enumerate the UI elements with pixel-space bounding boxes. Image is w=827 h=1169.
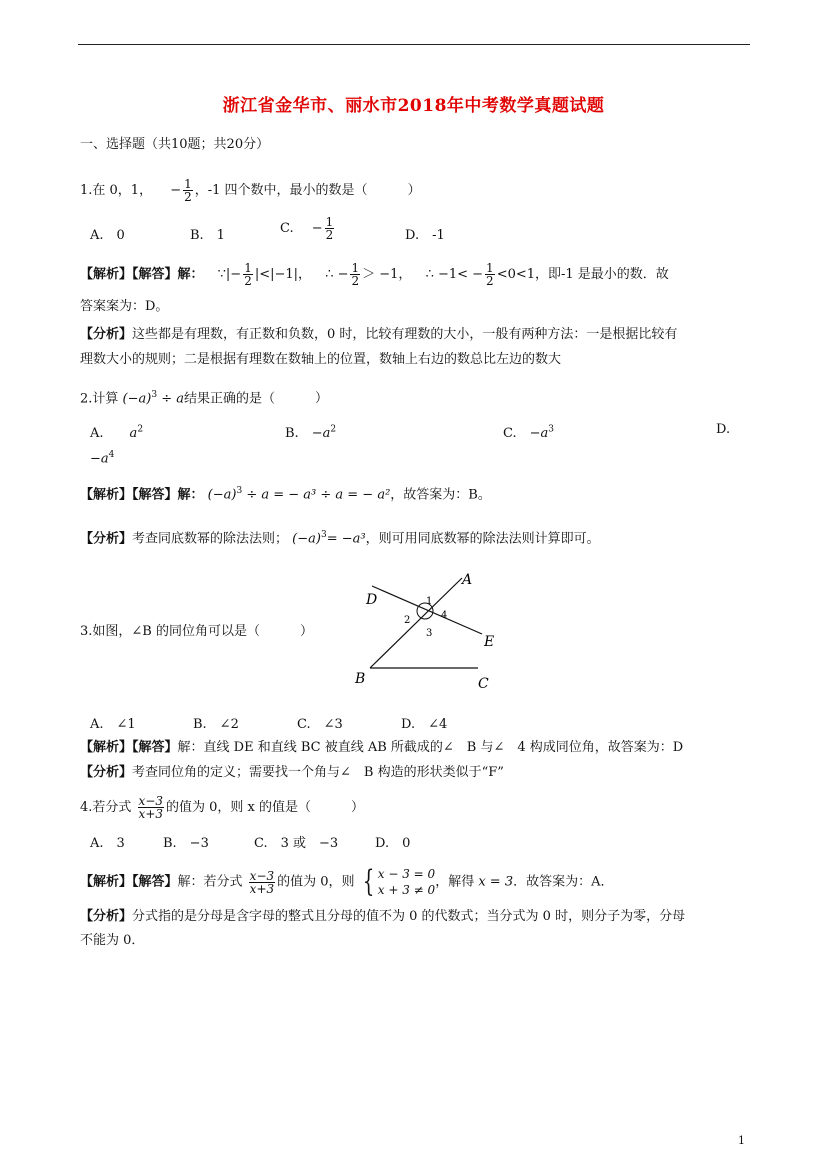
q4-stem: 4.若分式 $\frac{x-3}{x+3}$ 的值为 0，则 x 的值是（ ） [80, 794, 365, 821]
q2-option-c: C. $-a^3$ [503, 424, 555, 441]
q4-option-d: D. 0 [375, 836, 411, 851]
q2-option-d-label: D. [716, 422, 731, 437]
q1-stem: 1.在 0，1， − $\frac{1}{2}$ ，-1 四个数中，最小的数是（ ） [80, 177, 421, 204]
q1-analysis: 【解析】【解答】解： ∵|− $\frac{1}{2}$ |<|−1|， ∴ − $\frac{1}{2}$ ＞ −1， ∴ −1< − $\frac{1}{2}$ <0<1，即-1 是最小的数．故 [80, 261, 669, 288]
q2-option-b: B. $-a^2$ [285, 424, 337, 441]
angle-3: 3 [426, 628, 433, 639]
line-DE [372, 586, 482, 634]
section-heading: 一、选择题（共10题；共20分） [80, 137, 270, 152]
page-number: 1 [738, 1134, 745, 1147]
angle-2: 2 [404, 615, 411, 626]
q1-comment: 【分析】这些都是有理数，有正数和负数，0 时，比较有理数的大小，一般有两种方法：一是根据比较有 [80, 327, 678, 342]
q1-option-c: C. − $\frac{1}{2}$ [280, 215, 334, 242]
q2-comment: 【分析】考查同底数幂的除法法则； $(-a)^3= -a^3$，则可用同底数幂的除法法则计算即可。 [80, 530, 600, 547]
page-title: 浙江省金华市、丽水市2018年中考数学真题试题 [222, 96, 605, 116]
q2-stem: 2.计算 $(-a)^3 \div a$结果正确的是（ ） [80, 390, 329, 407]
q3-option-d: D. ∠4 [401, 717, 448, 732]
q3-option-a: A. ∠1 [90, 717, 136, 732]
q2-option-a: A. $a^2$ [90, 424, 144, 441]
q1-comment-line2: 理数大小的规则；二是根据有理数在数轴上的位置，数轴上右边的数总比左边的数大 [80, 352, 562, 367]
q1-option-b: B. 1 [190, 228, 225, 243]
system-brace: { [362, 864, 374, 899]
q4-comment: 【分析】分式指的是分母是含字母的整式且分母的值不为 0 的代数式；当分式为 0 时，则分子为零，分母 [80, 909, 686, 924]
q4-option-a: A. 3 [90, 836, 125, 851]
q2-option-d: $-a^4$ [90, 450, 115, 467]
q4-analysis: 【解析】【解答】解：若分式 $\frac{x-3}{x+3}$ 的值为 0，则 { x − 3 = 0 x + 3 ≠ 0 ，解得 x = 3．故答案为：A． [80, 864, 614, 899]
q1-analysis-line2: 答案案为：D。 [80, 299, 169, 314]
q1-option-a: A. 0 [90, 228, 125, 243]
label-D: D [366, 592, 378, 608]
q2-analysis: 【解析】【解答】解： $(-a)^3 \div a$ = − a³ ÷ a = − a²，故答案为：B。 [80, 486, 491, 503]
q3-comment: 【分析】考查同位角的定义；需要找一个角与∠ B 构造的形状类似于“F” [80, 765, 504, 780]
label-E: E [484, 634, 495, 650]
q3-option-c: C. ∠3 [297, 717, 343, 732]
label-B: B [355, 671, 366, 687]
q4-option-b: B. −3 [163, 836, 209, 851]
header-rule [78, 44, 750, 45]
q3-stem: 3.如图，∠B 的同位角可以是（ ） [80, 624, 313, 639]
q3-analysis: 【解析】【解答】解：直线 DE 和直线 BC 被直线 AB 所截成的∠ B 与∠ 4 构成同位角，故答案为：D [80, 740, 684, 755]
q1-option-d: D. -1 [405, 228, 445, 243]
angle-4: 4 [441, 610, 448, 621]
label-A: A [462, 572, 473, 588]
q4-comment-line2: 不能为 0． [80, 933, 145, 948]
label-C: C [478, 676, 489, 692]
q3-option-b: B. ∠2 [193, 717, 239, 732]
angle-1: 1 [426, 596, 433, 607]
q4-option-c: C. 3 或 −3 [254, 836, 339, 851]
q3-figure [350, 568, 510, 693]
